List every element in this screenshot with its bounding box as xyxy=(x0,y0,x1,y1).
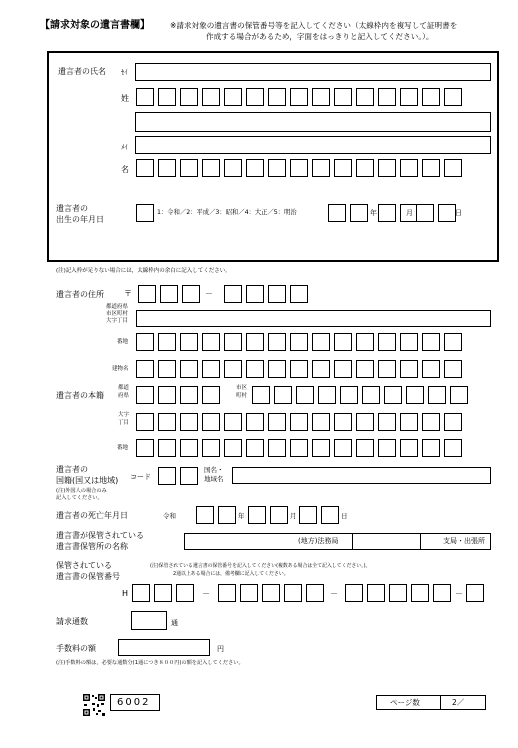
input-cell[interactable] xyxy=(246,333,264,351)
honseki-city-cells[interactable] xyxy=(252,386,468,404)
input-cell[interactable] xyxy=(202,386,220,404)
testator-name-label: 遺言者の氏名 xyxy=(58,67,106,76)
input-cell[interactable] xyxy=(444,88,462,106)
input-cell[interactable] xyxy=(224,413,242,431)
input-cell[interactable] xyxy=(138,285,156,303)
input-cell[interactable] xyxy=(158,360,176,378)
input-cell[interactable] xyxy=(180,439,198,457)
input-cell[interactable] xyxy=(224,159,242,177)
input-cell[interactable] xyxy=(224,333,242,351)
input-cell[interactable] xyxy=(274,386,292,404)
input-cell[interactable] xyxy=(202,333,220,351)
input-cell[interactable] xyxy=(422,159,440,177)
storage-label-line1: 保管されている xyxy=(56,561,112,570)
input-cell[interactable] xyxy=(136,204,154,222)
input-cell[interactable] xyxy=(202,88,220,106)
input-cell[interactable] xyxy=(444,159,462,177)
death-year-label: 年 xyxy=(238,512,245,520)
input-cell[interactable] xyxy=(246,360,264,378)
input-cell[interactable] xyxy=(224,285,242,303)
form-code: 6002 xyxy=(117,697,151,708)
honseki-city-line2: 町村 xyxy=(236,393,248,399)
birth-year-cells[interactable] xyxy=(328,204,368,222)
birth-year-label: 年 xyxy=(370,209,377,217)
office-label-line2: 遺言書保管所の名称 xyxy=(56,542,128,551)
input-cell[interactable] xyxy=(334,88,352,106)
country-name-field[interactable] xyxy=(232,467,491,484)
death-day-label: 日 xyxy=(341,512,348,520)
copies-field[interactable] xyxy=(131,611,167,630)
birth-day-label: 日 xyxy=(455,209,462,217)
input-cell[interactable] xyxy=(356,439,374,457)
death-day-cells[interactable] xyxy=(299,506,339,524)
input-cell[interactable] xyxy=(290,159,308,177)
input-cell[interactable] xyxy=(202,413,220,431)
input-cell[interactable] xyxy=(299,506,317,524)
storage-note-line2: 2通以上ある場合には，備考欄に記入してください。 xyxy=(173,571,289,577)
header-note-line1: ※請求対象の遺言書の保管番号等を記入してください（太線枠内を複写して証明書を xyxy=(170,21,458,30)
input-cell[interactable] xyxy=(136,88,154,106)
input-cell[interactable] xyxy=(378,333,396,351)
country-label-line2: 地域名 xyxy=(204,475,224,483)
address-pref-line2: 市区町村 xyxy=(106,311,129,317)
input-cell[interactable] xyxy=(160,285,178,303)
input-cell[interactable] xyxy=(158,88,176,106)
honseki-pref-line1: 都道 xyxy=(118,385,130,391)
nationality-note-line1: (注)外国人の場合のみ xyxy=(56,488,107,494)
birth-label-line2: 出生の年月日 xyxy=(56,215,104,224)
office-divider-2 xyxy=(420,533,421,550)
input-cell[interactable] xyxy=(384,386,402,404)
nationality-label-line2: 国籍(国又は地域) xyxy=(56,476,119,485)
input-cell[interactable] xyxy=(246,285,264,303)
input-cell[interactable] xyxy=(362,386,380,404)
storage-prefix: H xyxy=(122,589,129,598)
input-cell[interactable] xyxy=(180,333,198,351)
fee-field[interactable] xyxy=(118,639,210,656)
page-count-divider xyxy=(440,695,441,710)
name-separator-area xyxy=(135,112,491,132)
input-cell[interactable] xyxy=(202,439,220,457)
fee-note: (注)手数料の額は，必要な通数分(1通につき８００円)の額を記入してください。 xyxy=(56,660,244,666)
input-cell[interactable] xyxy=(422,333,440,351)
address-pref-line1: 都道府県 xyxy=(106,304,129,310)
page-count-value: 2／ xyxy=(452,698,465,707)
input-cell[interactable] xyxy=(136,386,154,404)
mei-kana-field[interactable] xyxy=(135,136,491,154)
input-cell[interactable] xyxy=(224,360,242,378)
input-cell[interactable] xyxy=(136,413,154,431)
input-cell[interactable] xyxy=(312,159,330,177)
address-building-label: 建物名 xyxy=(112,366,129,372)
input-cell[interactable] xyxy=(400,413,418,431)
input-cell[interactable] xyxy=(268,413,286,431)
country-label-line1: 国名・ xyxy=(204,466,224,474)
input-cell[interactable] xyxy=(334,439,352,457)
input-cell[interactable] xyxy=(248,506,266,524)
input-cell[interactable] xyxy=(334,333,352,351)
address-banchi-cells[interactable] xyxy=(136,333,462,351)
copies-label: 請求通数 xyxy=(56,617,88,626)
storage-dash-3: － xyxy=(455,589,463,598)
input-cell[interactable] xyxy=(306,584,324,602)
honseki-pref-cells[interactable] xyxy=(136,386,220,404)
input-cell[interactable] xyxy=(334,159,352,177)
input-cell[interactable] xyxy=(321,506,339,524)
death-year-cells[interactable] xyxy=(196,506,236,524)
death-month-label: 月 xyxy=(290,512,297,520)
input-cell[interactable] xyxy=(312,333,330,351)
input-cell[interactable] xyxy=(246,439,264,457)
input-cell[interactable] xyxy=(334,413,352,431)
fee-label: 手数料の額 xyxy=(56,644,96,653)
input-cell[interactable] xyxy=(433,584,451,602)
input-cell[interactable] xyxy=(422,439,440,457)
page-count-label: ページ数 xyxy=(390,698,420,707)
honseki-oaza-cells[interactable] xyxy=(136,413,462,431)
input-cell[interactable] xyxy=(411,584,429,602)
input-cell[interactable] xyxy=(268,439,286,457)
input-cell[interactable] xyxy=(240,584,258,602)
input-cell[interactable] xyxy=(246,413,264,431)
input-cell[interactable] xyxy=(136,439,154,457)
input-cell[interactable] xyxy=(202,360,220,378)
address-banchi-label: 番地 xyxy=(117,339,129,345)
input-cell[interactable] xyxy=(345,584,363,602)
input-cell[interactable] xyxy=(356,88,374,106)
input-cell[interactable] xyxy=(284,584,302,602)
input-cell[interactable] xyxy=(350,204,368,222)
fee-unit: 円 xyxy=(217,645,224,653)
input-cell[interactable] xyxy=(180,386,198,404)
storage-cells-1[interactable] xyxy=(132,584,194,602)
honseki-oaza-line1: 大字 xyxy=(118,412,130,418)
era-options: 1：令和／2：平成／3：昭和／4：大正／5：明治 xyxy=(157,209,297,216)
honseki-banchi-cells[interactable] xyxy=(136,439,462,457)
input-cell[interactable] xyxy=(312,439,330,457)
address-city-field[interactable] xyxy=(136,310,491,327)
input-cell[interactable] xyxy=(378,88,396,106)
birth-label-line1: 遺言者の xyxy=(56,204,88,213)
input-cell[interactable] xyxy=(158,333,176,351)
postal-cells-1[interactable] xyxy=(138,285,200,303)
overflow-note: (注)記入枠が足りない場合には，太線枠内の余白に記入してください。 xyxy=(56,268,231,274)
input-cell[interactable] xyxy=(136,333,154,351)
input-cell[interactable] xyxy=(290,285,308,303)
sei-kana-label: ｾｲ xyxy=(121,68,128,76)
storage-label-line2: 遺言書の保管番号 xyxy=(56,572,120,581)
request-target-frame xyxy=(47,51,499,262)
input-cell[interactable] xyxy=(154,584,172,602)
copies-unit: 通 xyxy=(171,619,178,627)
sei-label: 姓 xyxy=(121,94,129,103)
nationality-label-line1: 遺言者の xyxy=(56,465,88,474)
input-cell[interactable] xyxy=(312,360,330,378)
input-cell[interactable] xyxy=(422,88,440,106)
death-label: 遺言者の死亡年月日 xyxy=(56,511,128,520)
storage-cells-3[interactable] xyxy=(345,584,451,602)
input-cell[interactable] xyxy=(438,204,456,222)
honseki-pref-line2: 府県 xyxy=(118,393,130,399)
mei-label: 名 xyxy=(121,165,129,174)
input-cell[interactable] xyxy=(378,413,396,431)
input-cell[interactable] xyxy=(158,386,176,404)
input-cell[interactable] xyxy=(400,360,418,378)
sei-cells[interactable] xyxy=(136,88,462,106)
input-cell[interactable] xyxy=(158,413,176,431)
input-cell[interactable] xyxy=(406,386,424,404)
input-cell[interactable] xyxy=(268,333,286,351)
code-label: コード xyxy=(130,473,151,481)
input-cell[interactable] xyxy=(290,413,308,431)
storage-dash-1: － xyxy=(202,589,210,598)
input-cell[interactable] xyxy=(224,439,242,457)
input-cell[interactable] xyxy=(400,159,418,177)
address-label: 遺言者の住所 xyxy=(56,290,104,299)
branch-label: 支局・出張所 xyxy=(443,537,485,545)
input-cell[interactable] xyxy=(218,506,236,524)
storage-dash-2: － xyxy=(330,589,338,598)
form-title: 【請求対象の遺言書欄】 xyxy=(40,20,150,31)
postal-dash: － xyxy=(205,289,213,298)
office-divider-1 xyxy=(352,533,353,550)
birth-month-label: 月 xyxy=(406,209,413,217)
input-cell[interactable] xyxy=(196,506,214,524)
birth-era-cell[interactable] xyxy=(136,204,154,222)
input-cell[interactable] xyxy=(312,88,330,106)
input-cell[interactable] xyxy=(290,88,308,106)
input-cell[interactable] xyxy=(246,88,264,106)
input-cell[interactable] xyxy=(328,204,346,222)
input-cell[interactable] xyxy=(444,333,462,351)
input-cell[interactable] xyxy=(202,159,220,177)
address-pref-line3: 大字丁目 xyxy=(106,318,129,324)
death-era: 令和 xyxy=(163,512,176,520)
input-cell[interactable] xyxy=(268,159,286,177)
input-cell[interactable] xyxy=(444,439,462,457)
input-cell[interactable] xyxy=(268,285,286,303)
input-cell[interactable] xyxy=(158,439,176,457)
postal-cells-2[interactable] xyxy=(224,285,308,303)
input-cell[interactable] xyxy=(262,584,280,602)
nationality-note-line2: 記入してください。 xyxy=(56,495,103,501)
input-cell[interactable] xyxy=(356,333,374,351)
input-cell[interactable] xyxy=(400,439,418,457)
input-cell[interactable] xyxy=(367,584,385,602)
input-cell[interactable] xyxy=(132,584,150,602)
input-cell[interactable] xyxy=(466,584,484,602)
input-cell[interactable] xyxy=(312,413,330,431)
input-cell[interactable] xyxy=(378,159,396,177)
input-cell[interactable] xyxy=(356,159,374,177)
honseki-oaza-line2: 丁目 xyxy=(118,420,130,426)
input-cell[interactable] xyxy=(180,88,198,106)
input-cell[interactable] xyxy=(136,360,154,378)
input-cell[interactable] xyxy=(389,584,407,602)
input-cell[interactable] xyxy=(334,360,352,378)
input-cell[interactable] xyxy=(290,439,308,457)
storage-cells-4[interactable] xyxy=(466,584,484,602)
input-cell[interactable] xyxy=(176,584,194,602)
input-cell[interactable] xyxy=(450,386,468,404)
input-cell[interactable] xyxy=(356,413,374,431)
input-cell[interactable] xyxy=(340,386,358,404)
mei-cells[interactable] xyxy=(136,159,462,177)
input-cell[interactable] xyxy=(180,413,198,431)
input-cell[interactable] xyxy=(356,360,374,378)
input-cell[interactable] xyxy=(378,439,396,457)
input-cell[interactable] xyxy=(218,584,236,602)
input-cell[interactable] xyxy=(270,506,288,524)
input-cell[interactable] xyxy=(136,159,154,177)
honseki-label: 遺言者の本籍 xyxy=(56,391,104,400)
honseki-city-line1: 市区 xyxy=(236,385,248,391)
storage-cells-2[interactable] xyxy=(218,584,324,602)
input-cell[interactable] xyxy=(268,360,286,378)
input-cell[interactable] xyxy=(378,360,396,378)
input-cell[interactable] xyxy=(428,386,446,404)
input-cell[interactable] xyxy=(378,204,396,222)
input-cell[interactable] xyxy=(296,386,314,404)
input-cell[interactable] xyxy=(180,360,198,378)
input-cell[interactable] xyxy=(444,360,462,378)
input-cell[interactable] xyxy=(158,159,176,177)
sei-kana-field[interactable] xyxy=(135,63,491,81)
input-cell[interactable] xyxy=(290,333,308,351)
qr-code-icon xyxy=(83,694,105,716)
input-cell[interactable] xyxy=(180,159,198,177)
header-note-line2: 作成する場合があるため，字面をはっきりと記入してください。）。 xyxy=(206,32,434,41)
input-cell[interactable] xyxy=(252,386,270,404)
code-cells[interactable] xyxy=(158,467,198,485)
input-cell[interactable] xyxy=(416,204,434,222)
bureau-label: (地方)法務局 xyxy=(298,537,339,545)
input-cell[interactable] xyxy=(422,360,440,378)
input-cell[interactable] xyxy=(290,360,308,378)
input-cell[interactable] xyxy=(246,159,264,177)
input-cell[interactable] xyxy=(224,88,242,106)
office-label-line1: 遺言書が保管されている xyxy=(56,531,144,540)
input-cell[interactable] xyxy=(400,333,418,351)
input-cell[interactable] xyxy=(180,467,198,485)
death-month-cells[interactable] xyxy=(248,506,288,524)
input-cell[interactable] xyxy=(182,285,200,303)
input-cell[interactable] xyxy=(158,467,176,485)
input-cell[interactable] xyxy=(444,413,462,431)
address-building-cells[interactable] xyxy=(136,360,462,378)
storage-note-line1: (注)保管されている遺言書の保管番号を記入してください(複数ある場合は全て記入してください。)。 xyxy=(150,563,371,569)
input-cell[interactable] xyxy=(400,88,418,106)
mei-kana-label: ﾒｲ xyxy=(121,143,128,151)
input-cell[interactable] xyxy=(318,386,336,404)
input-cell[interactable] xyxy=(268,88,286,106)
birth-day-cells[interactable] xyxy=(416,204,456,222)
postal-mark: 〒 xyxy=(124,289,132,298)
input-cell[interactable] xyxy=(422,413,440,431)
honseki-banchi-label: 番地 xyxy=(117,445,129,451)
